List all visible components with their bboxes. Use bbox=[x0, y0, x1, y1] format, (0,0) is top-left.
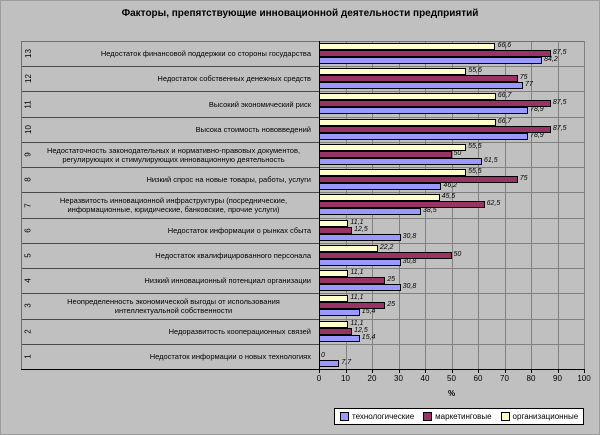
category-row bbox=[21, 117, 584, 142]
bar-organizational bbox=[319, 43, 495, 50]
axis-tick-label: 40 bbox=[420, 374, 430, 383]
legend-item-marketing bbox=[423, 412, 491, 421]
category-row bbox=[21, 218, 584, 243]
category-number: 8 bbox=[23, 177, 33, 183]
bar-marketing bbox=[319, 100, 551, 107]
legend-label: технологические bbox=[352, 412, 415, 421]
bar-marketing bbox=[319, 151, 452, 158]
value-label: 30,8 bbox=[402, 283, 417, 291]
category-label: Неопределенность экономической выгоды от использования интеллектуальной собственности bbox=[67, 296, 280, 315]
category-row bbox=[21, 142, 584, 167]
axis-tick-label: 90 bbox=[553, 374, 562, 383]
value-label: 66,7 bbox=[497, 92, 512, 100]
category-label: Недостаточность законодательных и нормативно-правовых документов, регулирующих и стимулирующих инновационную деятельность bbox=[46, 145, 301, 164]
bar-technological bbox=[319, 234, 401, 241]
category-label: Высокий экономический риск bbox=[208, 99, 311, 109]
value-label: 62,5 bbox=[486, 200, 501, 208]
bar-group bbox=[319, 218, 584, 243]
chart-title: Факторы, препятствующие инновационной деятельности предприятий bbox=[121, 8, 479, 19]
bar-group bbox=[319, 41, 584, 66]
value-label: 78,9 bbox=[530, 131, 544, 139]
axis-tick bbox=[558, 370, 559, 373]
value-label: 66,6 bbox=[497, 42, 512, 49]
value-label: 45,5 bbox=[441, 193, 456, 201]
bar-technological bbox=[319, 107, 528, 114]
bar-organizational bbox=[319, 93, 496, 100]
plot-border-right bbox=[584, 41, 585, 369]
value-label: 61,5 bbox=[483, 156, 498, 164]
category-row bbox=[21, 293, 584, 318]
category-label: Высока стоимость нововведений bbox=[195, 124, 311, 134]
category-row bbox=[21, 41, 584, 66]
bar-technological bbox=[319, 158, 482, 165]
category-row bbox=[21, 66, 584, 91]
legend-swatch-technological bbox=[340, 412, 349, 421]
value-label: 25 bbox=[387, 276, 396, 284]
value-label: 15,4 bbox=[361, 333, 376, 341]
bar-group bbox=[319, 319, 584, 344]
value-label: 25 bbox=[387, 301, 396, 309]
legend bbox=[334, 408, 584, 425]
value-label: 87,5 bbox=[552, 99, 567, 107]
bar-organizational bbox=[319, 119, 496, 126]
bar-technological bbox=[319, 335, 360, 342]
value-axis-line bbox=[319, 41, 320, 370]
bar-organizational bbox=[319, 194, 440, 201]
axis-tick bbox=[531, 370, 532, 373]
legend-swatch-organizational bbox=[501, 412, 510, 421]
bar-organizational bbox=[319, 270, 348, 277]
bar-marketing bbox=[319, 75, 518, 82]
bar-marketing bbox=[319, 328, 352, 335]
value-label: 11,1 bbox=[350, 269, 364, 277]
axis-tick-label: 50 bbox=[447, 374, 456, 383]
bar-group bbox=[319, 167, 584, 192]
bar-group bbox=[319, 142, 584, 167]
axis-tick bbox=[505, 370, 506, 373]
value-label: 55,6 bbox=[468, 67, 482, 75]
category-number: 7 bbox=[23, 202, 33, 208]
bar-group bbox=[319, 268, 584, 293]
bar-marketing bbox=[319, 126, 551, 133]
category-label: Низкий спрос на новые товары, работы, услуги bbox=[146, 175, 311, 185]
bar-organizational bbox=[319, 144, 466, 151]
axis-tick bbox=[452, 370, 453, 373]
bar-group bbox=[319, 91, 584, 116]
category-row bbox=[21, 192, 584, 217]
bar-marketing bbox=[319, 277, 385, 284]
value-label: 12,5 bbox=[354, 326, 368, 334]
value-label: 15,4 bbox=[361, 308, 376, 316]
bar-technological bbox=[319, 133, 528, 140]
value-label: 77 bbox=[525, 81, 533, 89]
category-row bbox=[21, 91, 584, 116]
x-axis-ticks bbox=[316, 370, 591, 386]
x-axis-label: % bbox=[447, 389, 456, 398]
value-label: 78,9 bbox=[530, 106, 544, 114]
bar-marketing bbox=[319, 201, 485, 208]
category-number: 10 bbox=[24, 124, 33, 134]
axis-tick bbox=[319, 370, 320, 373]
axis-tick-label: 100 bbox=[577, 374, 591, 383]
bar-group bbox=[319, 243, 584, 268]
category-label: Недостаток квалифицированного персонала bbox=[155, 250, 311, 260]
category-row bbox=[21, 268, 584, 293]
value-label: 11,1 bbox=[350, 294, 364, 302]
axis-tick-label: 20 bbox=[367, 374, 377, 383]
axis-tick-label: 60 bbox=[473, 374, 483, 383]
category-label: Недостаток собственных денежных средств bbox=[157, 74, 311, 84]
category-rows bbox=[21, 41, 584, 369]
axis-tick-label: 70 bbox=[500, 374, 509, 383]
category-label: Неразвитость инновационной инфраструктуры (посреднические, информационные, юридические, банковские, прочие услуги) bbox=[59, 196, 288, 215]
bar-group bbox=[319, 66, 584, 91]
bar-technological bbox=[319, 57, 542, 64]
bar-technological bbox=[319, 259, 401, 266]
axis-tick bbox=[584, 370, 585, 373]
value-label: 30,8 bbox=[402, 257, 417, 265]
value-label: 87,5 bbox=[552, 49, 567, 56]
value-label: 84,2 bbox=[544, 56, 558, 63]
value-label: 46,2 bbox=[443, 182, 458, 190]
bar-technological bbox=[319, 284, 401, 291]
bar-organizational bbox=[319, 321, 348, 328]
category-number: 12 bbox=[24, 74, 33, 84]
value-label: 75 bbox=[519, 74, 528, 82]
legend-label: организационные bbox=[512, 412, 579, 421]
value-label: 66,7 bbox=[497, 117, 512, 125]
category-number: 1 bbox=[23, 354, 33, 359]
category-label: Недостаток финансовой поддержки со стороны государства bbox=[100, 49, 311, 59]
bar-marketing bbox=[319, 50, 551, 57]
category-row bbox=[21, 344, 584, 369]
category-number: 2 bbox=[23, 328, 33, 334]
bar-organizational bbox=[319, 245, 378, 252]
axis-tick-label: 80 bbox=[526, 374, 536, 383]
category-row bbox=[21, 319, 584, 344]
bar-marketing bbox=[319, 252, 452, 259]
value-label: 7,7 bbox=[341, 358, 352, 366]
category-number: 3 bbox=[23, 303, 33, 309]
legend-item-organizational bbox=[501, 412, 579, 421]
category-number: 9 bbox=[23, 152, 33, 157]
axis-tick bbox=[346, 370, 347, 373]
bar-organizational bbox=[319, 169, 466, 176]
category-number: 5 bbox=[23, 253, 33, 258]
bar-group bbox=[319, 117, 584, 142]
category-row bbox=[21, 167, 584, 192]
legend-item-technological bbox=[340, 412, 414, 421]
bar-organizational bbox=[319, 68, 466, 75]
legend-label: маркетинговые bbox=[435, 412, 492, 421]
value-label: 12,5 bbox=[354, 225, 368, 233]
category-label: Недостаток информации о рынках сбыта bbox=[167, 225, 311, 235]
value-label: 55,5 bbox=[468, 142, 482, 150]
bar-group bbox=[319, 192, 584, 217]
category-label: Низкий инновационный потенциал организации bbox=[144, 276, 311, 286]
bar-group bbox=[319, 344, 584, 369]
category-number: 6 bbox=[23, 228, 33, 233]
value-label: 75 bbox=[519, 175, 528, 183]
axis-tick bbox=[372, 370, 373, 373]
bar-group bbox=[319, 293, 584, 318]
category-number: 13 bbox=[24, 49, 33, 59]
plot-border-top bbox=[21, 41, 584, 42]
axis-tick-label: 10 bbox=[341, 374, 350, 383]
value-label: 50 bbox=[453, 250, 462, 258]
bar-technological bbox=[319, 82, 523, 89]
category-number: 4 bbox=[23, 278, 33, 283]
bar-marketing bbox=[319, 176, 518, 183]
bar-marketing bbox=[319, 227, 352, 234]
axis-tick-label: 30 bbox=[394, 374, 403, 383]
axis-tick bbox=[478, 370, 479, 373]
bar-organizational bbox=[319, 295, 348, 302]
bar-technological bbox=[319, 360, 339, 367]
bar-organizational bbox=[319, 220, 348, 227]
category-number: 11 bbox=[24, 99, 33, 109]
value-label: 38,5 bbox=[423, 207, 437, 215]
value-label: 55,5 bbox=[468, 168, 482, 176]
bar-technological bbox=[319, 208, 421, 215]
axis-tick-label: 0 bbox=[316, 374, 322, 383]
bar-technological bbox=[319, 183, 441, 190]
axis-tick bbox=[425, 370, 426, 373]
bar-technological bbox=[319, 309, 360, 316]
value-label: 87,5 bbox=[552, 124, 567, 132]
value-label: 22,2 bbox=[379, 243, 394, 251]
value-label: 50 bbox=[453, 149, 462, 157]
plot-border-left bbox=[21, 41, 22, 369]
value-label: 0 bbox=[321, 351, 325, 359]
category-row bbox=[21, 243, 584, 268]
plot-area bbox=[21, 41, 584, 369]
value-label: 30,8 bbox=[402, 232, 417, 240]
value-label: 11,1 bbox=[350, 218, 364, 226]
category-label: Недоразвитость кооперационных связей bbox=[168, 326, 311, 336]
category-label: Недостаток информации о новых технологиях bbox=[149, 351, 311, 361]
axis-tick bbox=[399, 370, 400, 373]
value-label: 11,1 bbox=[350, 319, 364, 327]
legend-swatch-marketing bbox=[423, 412, 432, 421]
